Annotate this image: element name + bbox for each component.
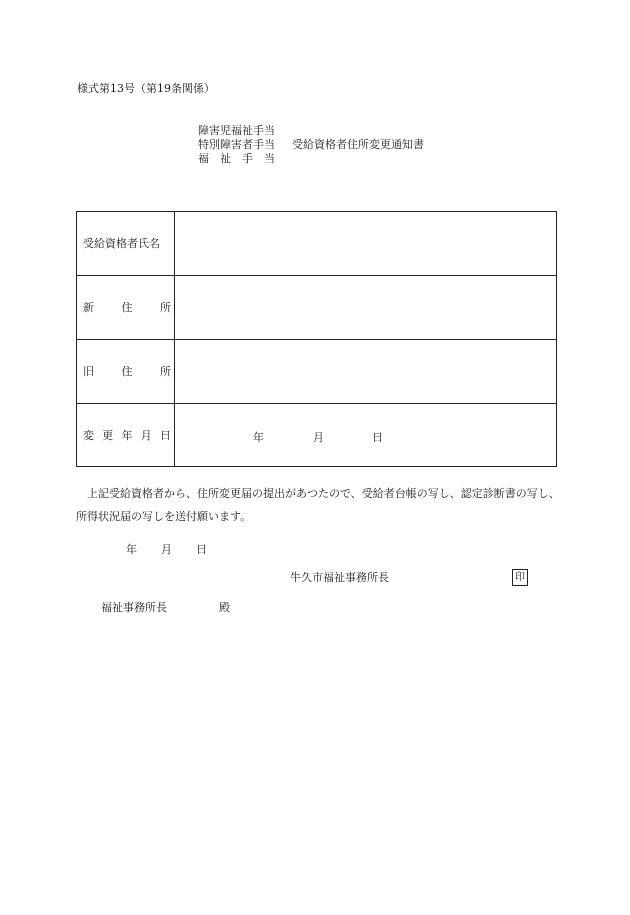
allowance-name: 福祉手当 [198, 152, 286, 165]
issuer-name: 牛久市福祉事務所長 [290, 571, 389, 584]
label-cell [77, 276, 175, 339]
title-row-1 [198, 124, 424, 138]
label-cell [77, 340, 175, 403]
label-char: 旧 [83, 365, 94, 378]
body-text: 上記受給資格者から、住所変更届の提出があつたので、受給者台帳の写し、認定診断書の写し、所得状況届の写しを送付願います。 [76, 487, 560, 523]
label-char: 月 [140, 429, 152, 442]
table-row-recipient-name [77, 212, 556, 276]
old-address-value[interactable] [176, 340, 556, 403]
form-number: 様式第13号（第19条関係） [77, 82, 215, 95]
label-char: 日 [160, 429, 171, 442]
allowance-name: 特別障害者手当 [198, 138, 275, 151]
issue-date-year-unit: 年 [126, 543, 137, 556]
label-char: 新 [83, 301, 94, 314]
recipient-name-label: 受給資格者氏名 [83, 237, 160, 250]
seal-mark: 印 [512, 569, 528, 586]
title-row-3 [198, 152, 424, 166]
label-char: 所 [160, 365, 171, 378]
table-row-new-address [77, 276, 556, 340]
change-date-year-unit: 年 [253, 431, 264, 444]
change-date-label [83, 429, 171, 443]
label-char: 更 [102, 429, 114, 442]
label-char: 住 [121, 365, 133, 378]
label-char: 住 [121, 301, 133, 314]
recipient-title: 福祉事務所長 [101, 601, 167, 614]
recipient-name-value[interactable] [176, 212, 556, 275]
label-cell [77, 212, 175, 275]
label-char: 所 [160, 301, 171, 314]
old-address-label [83, 365, 171, 379]
new-address-label [83, 301, 171, 315]
issue-date-month-unit: 月 [161, 543, 172, 556]
label-char: 年 [121, 429, 133, 442]
label-cell [77, 404, 175, 467]
issue-date-day-unit: 日 [196, 543, 207, 556]
document-title [198, 124, 424, 166]
table-row-change-date [77, 404, 556, 467]
table-row-old-address [77, 340, 556, 404]
title-row-2 [198, 138, 424, 152]
label-char: 変 [83, 429, 94, 442]
allowance-name: 障害児福祉手当 [198, 124, 275, 137]
recipient-info-table [76, 211, 557, 467]
new-address-value[interactable] [176, 276, 556, 339]
change-date-day-unit: 日 [372, 431, 383, 444]
honorific: 殿 [219, 601, 230, 614]
change-date-month-unit: 月 [313, 431, 324, 444]
document-name: 受給資格者住所変更通知書 [292, 138, 424, 151]
